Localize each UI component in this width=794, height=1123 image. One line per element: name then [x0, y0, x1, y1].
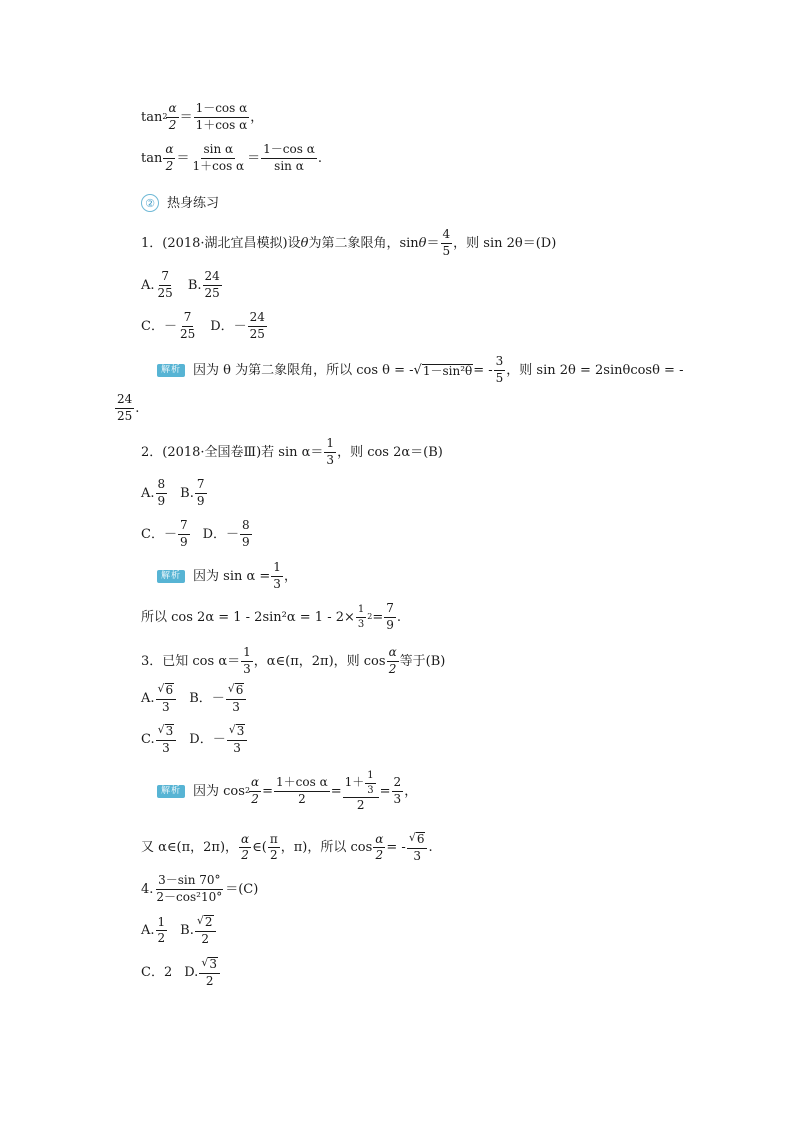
option-b-label: B.	[180, 485, 194, 501]
option-b-label: B.	[187, 277, 202, 293]
q1-options-cd: C．－ $\frac{7}{25}$ D．－ $\frac{24}{25}$	[141, 310, 265, 341]
option-c-label: C．－	[141, 318, 177, 334]
fraction-right: $\frac{\text{1－cos α}}{\text{sin α}}$	[263, 142, 315, 173]
fn-tan: tan	[141, 150, 163, 166]
q3-options-cd: C. √ 3 3 D．－ √ 3 3	[141, 724, 248, 756]
section-header	[141, 194, 219, 212]
option-d-label: D．－	[189, 732, 226, 748]
q1-options-ab: A. $\frac{7}{25}$ B. $\frac{24}{25}$	[141, 269, 220, 300]
option-a-label: A.	[141, 277, 155, 293]
q1-solution-end: $\frac{24}{25}$ .	[117, 392, 140, 423]
option-c-label: C．2	[141, 965, 173, 981]
option-b-label: B．－	[189, 691, 225, 707]
analysis-tag: 解析	[157, 570, 185, 583]
fraction-half-angle: $\frac{\alpha}{2}$	[168, 101, 177, 132]
q1-solution: 解析 因为 θ 为第二象限角，所以 cos θ = - √ 1－sin²θ = - $\frac{3}{5}$ ，则 sin 2θ = 2sinθcosθ = -	[157, 355, 683, 386]
circled-number-icon: ②	[141, 194, 159, 212]
q4-stem: 4. $\frac{3-\sin 70^\circ}{\text{2－cos²10°}}$ ＝(C)	[141, 873, 259, 904]
option-a-label: A.	[141, 923, 155, 939]
q3-options-ab: A. √ 6 3 B．－ √ 6 3	[141, 683, 247, 715]
fraction-rhs: $\frac{\text{1－cos α}}{\text{1＋cos α}}$	[195, 101, 248, 132]
option-a-label: A.	[141, 485, 155, 501]
punct: .	[317, 150, 322, 166]
q3-solution-1: 解析 因为 cos 2 $\frac{\alpha}{2}$ = $\frac{\text{1＋cos α}}{2}$ = 1＋ $\frac{1}{3}$ 2 = $\frac{2}{3}$ ，	[157, 770, 417, 813]
option-d-label: D．－	[202, 526, 240, 542]
exponent: 2	[162, 112, 168, 122]
q2-solution-1: 解析 因为 sin α = $\frac{1}{3}$ ，	[157, 561, 297, 592]
fraction-half-angle: $\frac{\alpha}{2}$	[165, 142, 174, 173]
q4-options-ab: A. $\frac{1}{2}$ B. √ 2 2	[141, 915, 217, 947]
option-b-label: B.	[180, 923, 194, 939]
formula-tan-half: tan $\frac{\alpha}{2}$ ＝ $\frac{\text{sin α}}{\text{1＋cos α}}$ ＝ $\frac{\text{1－cos α}}{\text{sin α}}$ .	[141, 142, 322, 173]
q2-stem: 2．(2018·全国卷Ⅲ)若 sin α＝ $\frac{1}{3}$ ，则 cos 2α＝(B)	[141, 436, 443, 467]
option-d-label: D.	[184, 965, 199, 981]
punct: ，	[250, 109, 264, 125]
q4-options-cd: C．2 D. √ 3 2	[141, 957, 221, 989]
option-c-label: C.	[141, 732, 155, 748]
fraction-middle: $\frac{\text{sin α}}{\text{1＋cos α}}$	[192, 142, 245, 173]
option-a-label: A.	[141, 691, 155, 707]
q2-solution-2: 所以 cos 2α = 1 - 2sin²α = 1 - 2× $\frac{1}{3}$ 2 = $\frac{7}{9}$ .	[141, 601, 402, 632]
q2-options-ab: A. $\frac{8}{9}$ B. $\frac{7}{9}$	[141, 477, 205, 508]
q3-stem: 3．已知 cos α＝ $\frac{1}{3}$ ，α∈(π，2π)，则 cos $\frac{\alpha}{2}$ 等于(B)	[141, 645, 446, 676]
option-d-label: D．－	[210, 318, 247, 334]
analysis-tag: 解析	[157, 364, 185, 377]
q1-stem: 1．(2018·湖北宜昌模拟)设 θ 为第二象限角，sin θ ＝ $\frac{4}{5}$ ，则 sin 2θ＝(D)	[141, 227, 557, 258]
formula-tan-squared-half: tan 2 $\frac{\alpha}{2}$ ＝ $\frac{\text{1－cos α}}{\text{1＋cos α}}$ ，	[141, 101, 264, 132]
compound-fraction: 1＋ $\frac{1}{3}$ 2	[343, 770, 379, 813]
q2-options-cd: C．－ $\frac{7}{9}$ D．－ $\frac{8}{9}$	[141, 518, 250, 549]
section-title: 热身练习	[167, 195, 220, 211]
analysis-tag: 解析	[157, 785, 185, 798]
option-c-label: C．－	[141, 526, 177, 542]
q3-solution-2: 又 α∈(π，2π)， $\frac{\alpha}{2}$ ∈( $\frac{\pi}{2}$ ，π)，所以 cos $\frac{\alpha}{2}$ = - √ 6 3 .	[141, 831, 433, 863]
fn-tan: tan	[141, 109, 163, 125]
sqrt-expression: √ 1－sin²θ	[413, 362, 473, 378]
